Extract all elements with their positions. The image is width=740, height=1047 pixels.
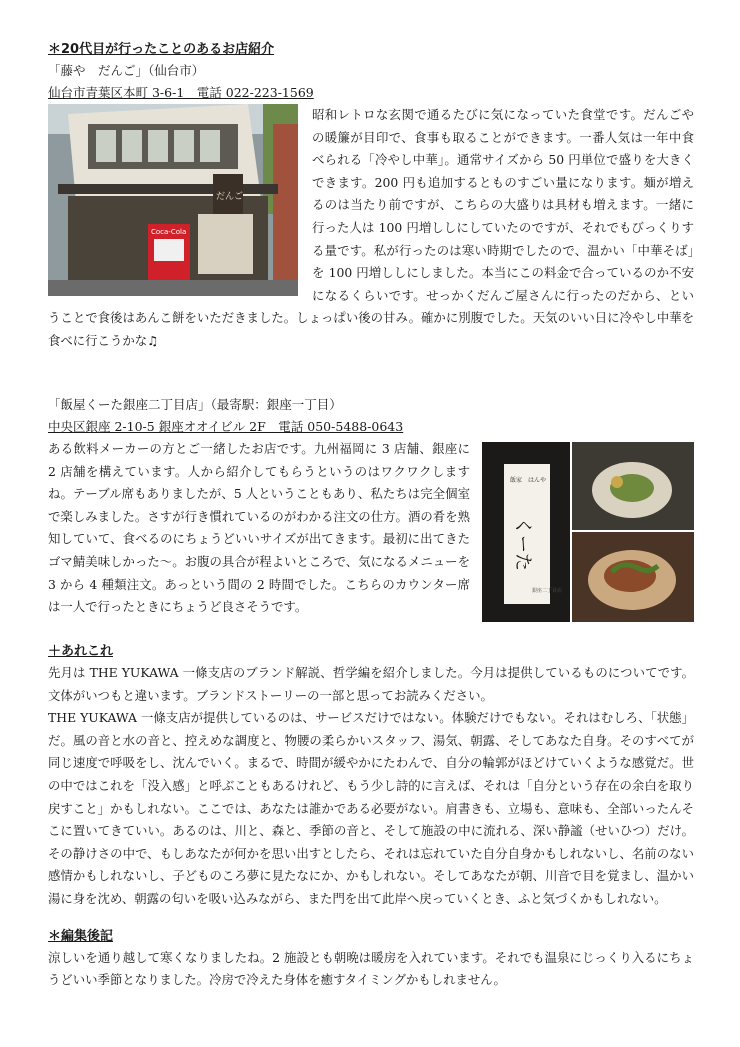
shop-review-fujiya: 昭和レトロな玄関で通るたびに気になっていた食堂です。だんごやの暖簾が目印で、食事も取ることができます。一番人気は一年中食べられる「冷やし中華」。通常サイズから 50 円単位で盛りを大きくできます。200 円も追加するとものすごい量になります。麺が増えるのは当たり前ですが、こちらの大盛りは具材も増えます。一緒に行った人は 100 円増ししにしていたのですが、それでもびっくりする量です。私が行ったのは寒い時期でしたので、温かい「中華そば」を 100 円増ししにしました。本当にこの料金で合っているのか不安になるくらいです。せっかくだんご屋さんに行ったのだから、ということで食後はあんこ餅をいただきました。しょっぱい後の甘み。確かに別腹でした。天気のいい日に冷やし中華を食べに行こうかな♫ — [48, 107, 694, 348]
storefront-image — [48, 104, 298, 296]
section-heading-misc: ＋あれこれ — [48, 644, 114, 659]
restaurant-image — [482, 442, 694, 622]
shop-review-kuta: ある飲料メーカーの方とご一緒したお店です。九州福岡に 3 店舗、銀座に 2 店舗を構えています。人から紹介してもらうというのはワクワクしますね。テーブル席もありましたが、5 人ということもあり、私たちは完全個室で楽しみました。さすが行き慣れているのがわかる注文の仕方。酒の肴を熟知していて、食べるのにちょうどいいサイズが出てきます。最初に出てきたゴマ鯖美味しかった〜。お腹の具合が程よいところで、気になるメニューを 3 から 4 種類注文。あっという間の 2 時間でした。こちらのカウンター席は一人で行ったときにちょうど良さそうです。 — [48, 441, 470, 615]
shop-address-fujiya: 仙台市青葉区本町 3-6-1 電話 022-223-1569 — [48, 85, 314, 100]
sign-main-text: くーた — [512, 517, 533, 571]
storefront-photo — [48, 104, 298, 296]
newsletter-page — [48, 40, 694, 992]
section-heading-editor-note: ＊編集後記 — [48, 928, 114, 944]
vending-machine-logo: Coca-Cola — [151, 228, 187, 236]
shop-name-kuta: 「飯屋くーた銀座二丁目店」（最寄駅：銀座一丁目） — [48, 397, 342, 412]
misc-brand-story: THE YUKAWA 一條支店が提供しているのは、サービスだけではない。体験だけでもない。それはむしろ、「状態」だ。風の音と水の音と、控えめな調度と、物腰の柔らかいスタッフ、湯気、朝露、そしてあなた自身。そのすべてが同じ速度で呼吸をし、沈んでいく。まるで、時間が緩やかにたわんで、自分の輪郭がほどけていくような感覚だ。世の中ではこれを「没入感」と呼ぶこともあるけれど、もう少し詩的に言えば、それは「自分という存在の余白を取り戻すこと」かもしれない。ここでは、あなたは誰かである必要がない。肩書きも、立場も、意味も、全部いったんそこに置いてきていい。あるのは、川と、森と、季節の音と、そして施設の中に流れる、深い静謐（せいひつ）だけ。その静けさの中で、もしあなたが何かを思い出すとしたら、それは忘れていた自分自身かもしれないし、名前のない感情かもしれないし、子どものころ夢に見たなにか、かもしれない。そしてあなたが朝、川音で目を覚まし、温かい湯に身を沈め、朝露の匂いを吸い込みながら、また門を出て此岸へ戻っていくとき、ふと気づくかもしれない。 — [48, 710, 694, 906]
section-fujiya — [48, 104, 694, 372]
misc-intro: 先月は THE YUKAWA 一條支店のブランド解説、哲学編を紹介しました。今月は提供しているものについてです。文体がいつもと違います。ブランドストーリーの一部と思ってお読みください。 — [48, 665, 694, 703]
section-heading-shops: ＊20代目が行ったことのあるお店紹介 — [48, 42, 275, 57]
shop-address-kuta: 中央区銀座 2-10-5 銀座オオイビル 2F 電話 050-5488-0643 — [48, 419, 404, 434]
sign-sub-text: 銀座二丁目店 — [532, 588, 563, 594]
section-kuta — [48, 438, 694, 619]
sign-small-text: 飯家 はんや — [510, 477, 547, 484]
restaurant-photos — [482, 442, 694, 622]
shop-sign-text: だんご — [216, 192, 244, 202]
shop-name-fujiya: 「藤や だんご」（仙台市） — [48, 63, 205, 78]
editor-note-body: 涼しいを通り越して寒くなりましたね。2 施設とも朝晩は暖房を入れています。それでも温泉にじっくり入るにちょうどいい季節となりました。冷房で冷えた身体を癒すタイミングかもしれません。 — [48, 949, 694, 988]
